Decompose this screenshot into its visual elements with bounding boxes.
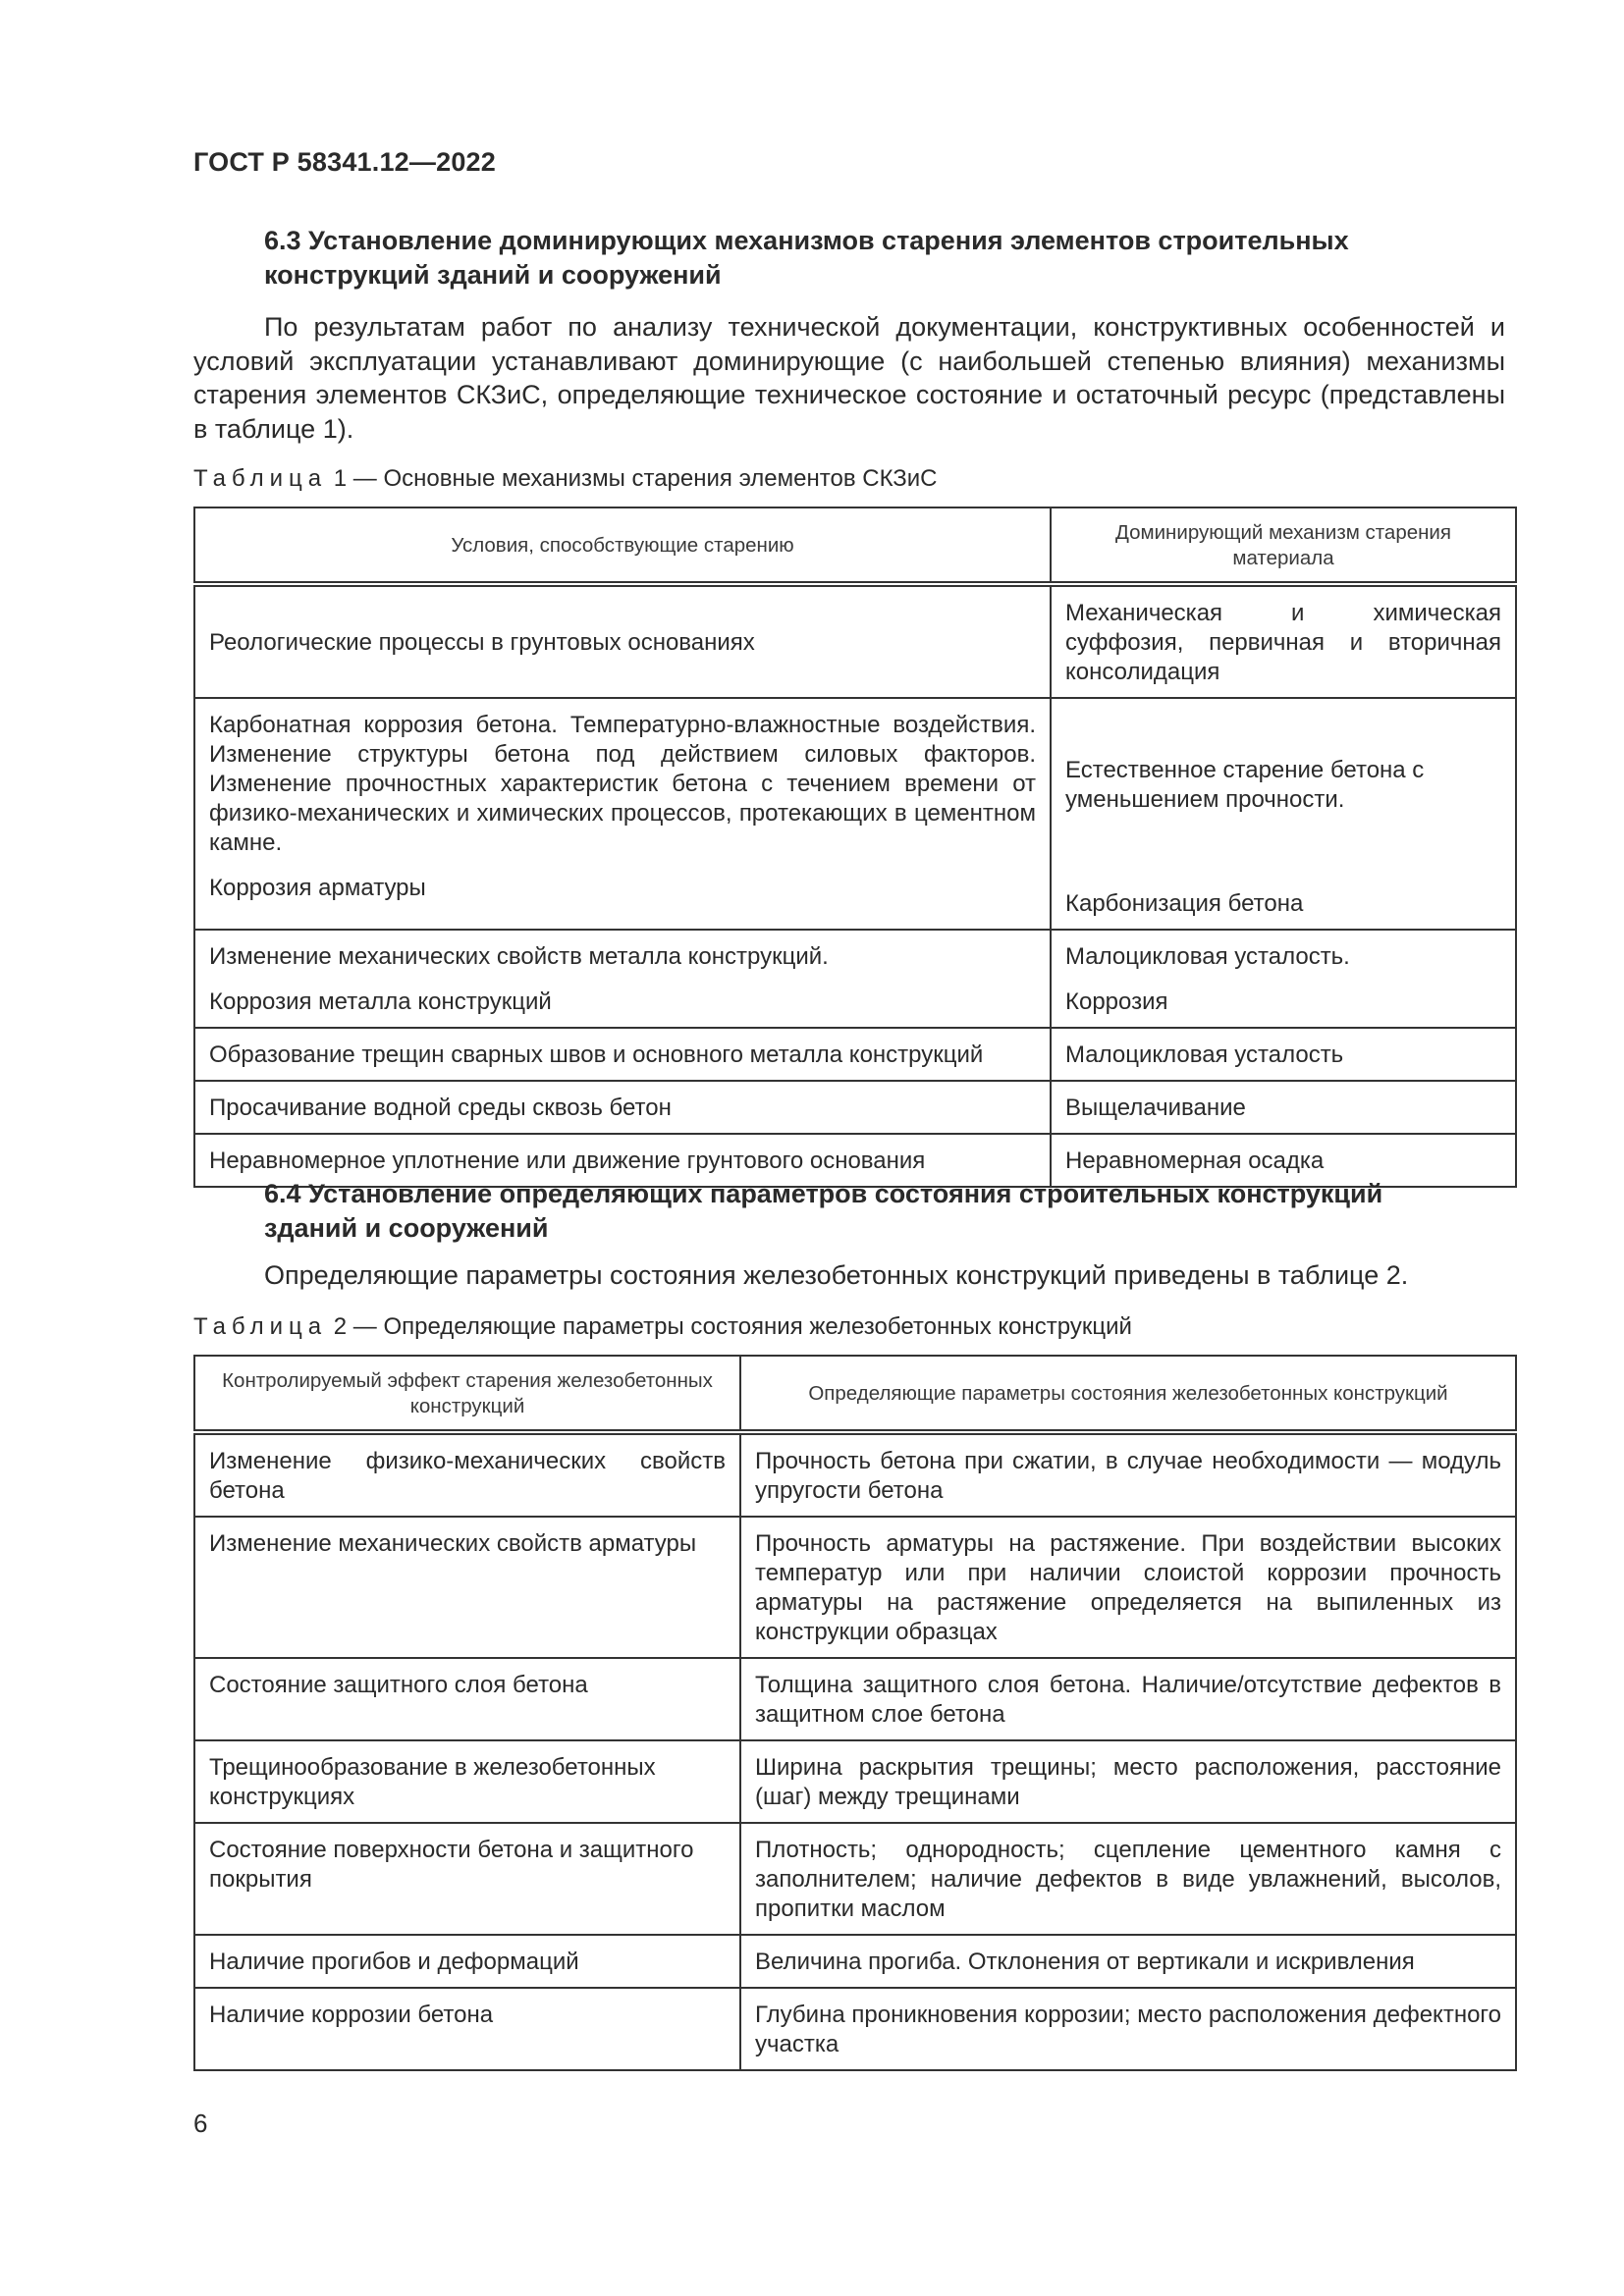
table1-row2-mechanism-a: Естественное старение бетона с уменьшением прочности.	[1065, 757, 1425, 813]
table-row	[194, 930, 1516, 1028]
table1-row6-mechanism: Неравномерная осадка	[1051, 1134, 1516, 1187]
table1-row5-condition: Просачивание водной среды сквозь бетон	[194, 1081, 1051, 1134]
table-row	[194, 1081, 1516, 1134]
table2-row7-parameters: Глубина проникновения коррозии; место расположения дефектного участка	[740, 1988, 1516, 2070]
table1-header-mechanism: Доминирующий механизм старения материала	[1051, 507, 1516, 584]
table2-caption	[193, 1313, 1132, 1341]
section-6-4-title-line2: зданий и сооружений	[264, 1213, 549, 1243]
table2-row3-parameters: Толщина защитного слоя бетона. Наличие/отсутствие дефектов в защитном слое бетона	[740, 1658, 1516, 1740]
table-row	[194, 698, 1516, 930]
section-6-4-title-line1: 6.4 Установление определяющих параметров состояния строительных конструкций	[264, 1179, 1383, 1208]
table1	[193, 507, 1517, 1188]
table1-row3-mechanism-a: Малоцикловая усталость.	[1065, 943, 1350, 970]
section-6-3-paragraph-text: По результатам работ по анализу технической документации, конструктивных особенностей и условий эксплуатации устанавливают доминирующие (с наибольшей степенью влияния) механизмы старения элементов СКЗиС, определяющие техническое состояние и остаточный ресурс (представлены в таблице 1).	[193, 312, 1505, 444]
table-row	[194, 1432, 1516, 1517]
table2-row3-effect: Состояние защитного слоя бетона	[194, 1658, 740, 1740]
table-row	[194, 1740, 1516, 1823]
table-row	[194, 1658, 1516, 1740]
table2-row6-effect: Наличие прогибов и деформаций	[194, 1935, 740, 1988]
table2-row1-effect: Изменение физико-механических свойств бетона	[194, 1432, 740, 1517]
table1-row2-condition-b: Коррозия арматуры	[209, 875, 426, 901]
table2-row1-parameters: Прочность бетона при сжатии, в случае необходимости — модуль упругости бетона	[740, 1432, 1516, 1517]
table-row	[194, 584, 1516, 698]
table1-row1-condition: Реологические процессы в грунтовых основаниях	[194, 584, 1051, 698]
table1-caption-rest: 1 — Основные механизмы старения элементов СКЗиС	[327, 465, 938, 492]
table2-header-effect: Контролируемый эффект старения железобетонных конструкций	[194, 1356, 740, 1432]
table1-row3-condition	[194, 930, 1051, 1028]
table2-header-parameters: Определяющие параметры состояния железобетонных конструкций	[740, 1356, 1516, 1432]
table1-row3-mechanism	[1051, 930, 1516, 1028]
section-6-4-title	[264, 1177, 1541, 1246]
table2-row4-parameters: Ширина раскрытия трещины; место расположения, расстояние (шаг) между трещинами	[740, 1740, 1516, 1823]
table-row	[194, 1823, 1516, 1935]
section-6-3-title	[264, 224, 1541, 293]
section-6-3-title-line1: 6.3 Установление доминирующих механизмов старения элементов строительных	[264, 226, 1349, 255]
page-number: 6	[193, 2109, 208, 2138]
table2-row5-effect: Состояние поверхности бетона и защитного покрытия	[194, 1823, 740, 1935]
table1-row2-mechanism	[1051, 698, 1516, 930]
table1-caption-word: Таблица	[193, 465, 328, 492]
table2-caption-word: Таблица	[193, 1313, 328, 1340]
table1-row2-condition	[194, 698, 1051, 930]
section-6-3-paragraph	[193, 310, 1505, 446]
table2-row4-effect: Трещинообразование в железобетонных конструкциях	[194, 1740, 740, 1823]
section-6-3-title-line2: конструкций зданий и сооружений	[264, 260, 722, 290]
table1-row4-mechanism: Малоцикловая усталость	[1051, 1028, 1516, 1081]
table1-row3-condition-a: Изменение механических свойств металла конструкций.	[209, 943, 829, 970]
table2	[193, 1355, 1517, 2071]
section-6-4-paragraph	[193, 1258, 1505, 1293]
table-row	[194, 1517, 1516, 1658]
table2-row5-parameters: Плотность; однородность; сцепление цементного камня с заполнителем; наличие дефектов в виде увлажнений, высолов, пропитки маслом	[740, 1823, 1516, 1935]
table1-header-conditions: Условия, способствующие старению	[194, 507, 1051, 584]
table1-row2-mechanism-b: Карбонизация бетона	[1065, 890, 1304, 917]
table-row	[194, 1988, 1516, 2070]
table1-row5-mechanism: Выщелачивание	[1051, 1081, 1516, 1134]
table2-row6-parameters: Величина прогиба. Отклонения от вертикали и искривления	[740, 1935, 1516, 1988]
table-row	[194, 1028, 1516, 1081]
table2-row7-effect: Наличие коррозии бетона	[194, 1988, 740, 2070]
table1-row1-mechanism: Механическая и химическая суффозия, первичная и вторичная консолидация	[1051, 584, 1516, 698]
table2-caption-rest: 2 — Определяющие параметры состояния железобетонных конструкций	[327, 1313, 1132, 1340]
document-header: ГОСТ Р 58341.12—2022	[193, 147, 496, 177]
table2-row2-effect: Изменение механических свойств арматуры	[194, 1517, 740, 1658]
table1-row3-condition-b: Коррозия металла конструкций	[209, 988, 552, 1015]
table1-row4-condition: Образование трещин сварных швов и основного металла конструкций	[194, 1028, 1051, 1081]
table1-row6-condition: Неравномерное уплотнение или движение грунтового основания	[194, 1134, 1051, 1187]
table1-row2-condition-a: Карбонатная коррозия бетона. Температурно-влажностные воздействия. Изменение структуры бетона под действием силовых факторов. Изменение прочностных характеристик бетона с течением времени от физико-механических и химических процессов, протекающих в цементном камне.	[209, 712, 1036, 856]
section-6-4-paragraph-text: Определяющие параметры состояния железобетонных конструкций приведены в таблице 2.	[264, 1260, 1409, 1290]
table1-caption	[193, 465, 938, 493]
table-row	[194, 1935, 1516, 1988]
table1-row3-mechanism-b: Коррозия	[1065, 988, 1168, 1015]
table2-row2-parameters: Прочность арматуры на растяжение. При воздействии высоких температур или при наличии слоистой коррозии прочность арматуры на растяжение определяется на выпиленных из конструкции образцах	[740, 1517, 1516, 1658]
